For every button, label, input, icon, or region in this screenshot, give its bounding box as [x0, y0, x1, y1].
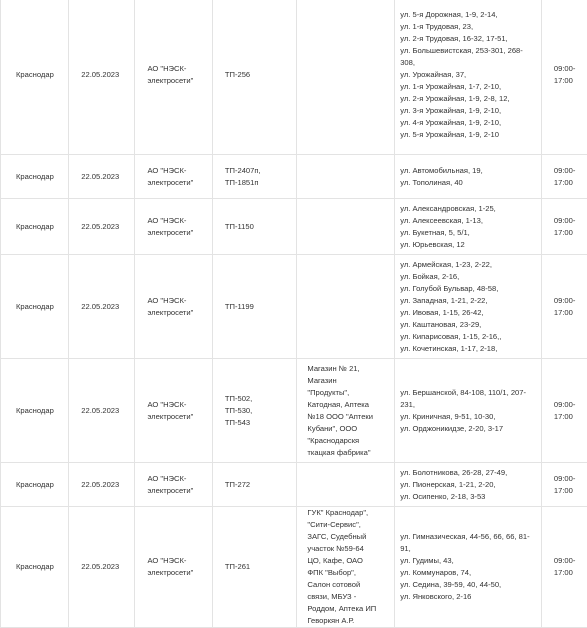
time-cell-line: 17:00: [554, 411, 587, 423]
time-cell-line: 17:00: [554, 485, 587, 497]
objects-cell: [297, 255, 395, 359]
streets-cell-line: ул. Гимназическая, 44-56, 66, 66, 81-: [400, 531, 533, 543]
time-cell-line: 09:00-: [554, 473, 587, 485]
time-cell-line: 17:00: [554, 307, 587, 319]
city-cell: [1, 155, 69, 199]
date-cell-line: 22.05.2023: [81, 561, 126, 573]
streets-cell-line: ул. Тополиная, 40: [400, 177, 533, 189]
streets-cell-line: ул. Автомобильная, 19,: [400, 165, 533, 177]
streets-cell-line: ул. Пионерская, 1-21, 2-20,: [400, 479, 533, 491]
org-cell-line: электросети": [147, 567, 203, 579]
city-cell-line: Краснодар: [16, 171, 60, 183]
org-cell-line: АО "НЭСК-: [147, 399, 203, 411]
streets-cell-line: ул. Каштановая, 23-29,: [400, 319, 533, 331]
objects-cell: [297, 507, 395, 628]
city-cell: [1, 463, 69, 507]
date-cell-line: 22.05.2023: [81, 171, 126, 183]
time-cell-line: 17:00: [554, 567, 587, 579]
city-cell-line: Краснодар: [16, 479, 60, 491]
streets-cell-line: ул. Алексеевская, 1-13,: [400, 215, 533, 227]
streets-cell: [395, 0, 542, 155]
date-cell: [69, 0, 135, 155]
substation-cell: [212, 507, 297, 628]
table-row: [1, 0, 587, 155]
substation-cell-line: ТП-256: [225, 69, 289, 81]
date-cell: [69, 155, 135, 199]
objects-cell: [297, 155, 395, 199]
streets-cell: [395, 359, 542, 463]
time-cell-line: 09:00-: [554, 63, 587, 75]
substation-cell-line: ТП-543: [225, 417, 289, 429]
date-cell-line: 22.05.2023: [81, 69, 126, 81]
city-cell-line: Краснодар: [16, 301, 60, 313]
streets-cell-line: 91,: [400, 543, 533, 555]
table-row: [1, 255, 587, 359]
objects-cell: [297, 463, 395, 507]
table-row: [1, 155, 587, 199]
city-cell: [1, 507, 69, 628]
table-row: [1, 507, 587, 628]
streets-cell-line: ул. Юрьевская, 12: [400, 239, 533, 251]
date-cell-line: 22.05.2023: [81, 301, 126, 313]
objects-cell-line: Салон сотовой: [307, 579, 386, 591]
substation-cell-line: ТП-530,: [225, 405, 289, 417]
streets-cell-line: ул. Коммунаров, 74,: [400, 567, 533, 579]
objects-cell-line: связи, МБУЗ -: [307, 591, 386, 603]
streets-cell-line: ул. 1-я Урожайная, 1-7, 2-10,: [400, 81, 533, 93]
streets-cell: [395, 255, 542, 359]
date-cell-line: 22.05.2023: [81, 479, 126, 491]
org-cell: [135, 0, 212, 155]
streets-cell-line: ул. 2-я Трудовая, 16-32, 17-51,: [400, 33, 533, 45]
org-cell-line: АО "НЭСК-: [147, 555, 203, 567]
time-cell: [541, 199, 587, 255]
streets-cell-line: ул. Голубой Бульвар, 48-58,: [400, 283, 533, 295]
org-cell-line: АО "НЭСК-: [147, 63, 203, 75]
streets-cell-line: ул. 1-я Трудовая, 23,: [400, 21, 533, 33]
streets-cell-line: ул. Янковского, 2-16: [400, 591, 533, 603]
time-cell: [541, 507, 587, 628]
city-cell-line: Краснодар: [16, 405, 60, 417]
org-cell-line: электросети": [147, 227, 203, 239]
substation-cell-line: ТП-1851п: [225, 177, 289, 189]
substation-cell-line: ТП-502,: [225, 393, 289, 405]
org-cell: [135, 463, 212, 507]
org-cell-line: электросети": [147, 485, 203, 497]
substation-cell: [212, 255, 297, 359]
org-cell: [135, 199, 212, 255]
objects-cell-line: Магазин: [307, 375, 386, 387]
objects-cell-line: Роддом, Аптека ИП: [307, 603, 386, 615]
city-cell: [1, 199, 69, 255]
city-cell-line: Краснодар: [16, 221, 60, 233]
substation-cell: [212, 199, 297, 255]
streets-cell-line: ул. Большевистская, 253-301, 268-: [400, 45, 533, 57]
org-cell: [135, 155, 212, 199]
objects-cell: [297, 199, 395, 255]
substation-cell: [212, 155, 297, 199]
time-cell-line: 09:00-: [554, 295, 587, 307]
time-cell: [541, 463, 587, 507]
streets-cell-line: ул. 3-я Урожайная, 1-9, 2-10,: [400, 105, 533, 117]
time-cell-line: 09:00-: [554, 165, 587, 177]
streets-cell-line: ул. Бойкая, 2-16,: [400, 271, 533, 283]
org-cell: [135, 255, 212, 359]
objects-cell-line: участок №59-64: [307, 543, 386, 555]
time-cell-line: 17:00: [554, 75, 587, 87]
time-cell-line: 17:00: [554, 177, 587, 189]
objects-cell-line: Магазин № 21,: [307, 363, 386, 375]
streets-cell: [395, 155, 542, 199]
date-cell: [69, 463, 135, 507]
time-cell-line: 09:00-: [554, 555, 587, 567]
city-cell: [1, 359, 69, 463]
substation-cell-line: ТП-1150: [225, 221, 289, 233]
time-cell-line: 09:00-: [554, 399, 587, 411]
streets-cell-line: ул. Армейская, 1-23, 2-22,: [400, 259, 533, 271]
objects-cell-line: "Краснодарскя: [307, 435, 386, 447]
substation-cell-line: ТП-272: [225, 479, 289, 491]
org-cell: [135, 507, 212, 628]
table-row: [1, 359, 587, 463]
streets-cell-line: ул. Урожайная, 37,: [400, 69, 533, 81]
objects-cell-line: ткацкая фабрика": [307, 447, 386, 459]
streets-cell-line: ул. Александровская, 1-25,: [400, 203, 533, 215]
streets-cell-line: ул. Криничная, 9-51, 10-30,: [400, 411, 533, 423]
substation-cell: [212, 0, 297, 155]
streets-cell-line: ул. Ивовая, 1-15, 26-42,: [400, 307, 533, 319]
time-cell: [541, 255, 587, 359]
streets-cell-line: 231,: [400, 399, 533, 411]
objects-cell: [297, 359, 395, 463]
streets-cell-line: ул. Западная, 1-21, 2-22,: [400, 295, 533, 307]
objects-cell-line: "Продукты",: [307, 387, 386, 399]
time-cell: [541, 0, 587, 155]
substation-cell-line: ТП-1199: [225, 301, 289, 313]
org-cell-line: АО "НЭСК-: [147, 165, 203, 177]
objects-cell-line: №18 ООО "Аптеки: [307, 411, 386, 423]
streets-cell-line: ул. Кипарисовая, 1-15, 2-16,,: [400, 331, 533, 343]
substation-cell-line: ТП-2407п,: [225, 165, 289, 177]
time-cell-line: 09:00-: [554, 215, 587, 227]
date-cell: [69, 255, 135, 359]
streets-cell-line: ул. Гудимы, 43,: [400, 555, 533, 567]
objects-cell-line: ГУК" Краснодар",: [307, 507, 386, 519]
org-cell-line: электросети": [147, 75, 203, 87]
date-cell: [69, 199, 135, 255]
streets-cell: [395, 507, 542, 628]
city-cell: [1, 255, 69, 359]
streets-cell-line: ул. Седина, 39-59, 40, 44-50,: [400, 579, 533, 591]
streets-cell: [395, 199, 542, 255]
streets-cell-line: ул. Орджоникидзе, 2-20, 3-17: [400, 423, 533, 435]
objects-cell-line: "Сити-Сервис",: [307, 519, 386, 531]
objects-cell: [297, 0, 395, 155]
time-cell: [541, 359, 587, 463]
table-body: [1, 0, 587, 628]
date-cell: [69, 507, 135, 628]
org-cell: [135, 359, 212, 463]
streets-cell-line: ул. 2-я Урожайная, 1-9, 2-8, 12,: [400, 93, 533, 105]
streets-cell-line: ул. 5-я Урожайная, 1-9, 2-10: [400, 129, 533, 141]
org-cell-line: электросети": [147, 411, 203, 423]
streets-cell-line: ул. Болотникова, 26-28, 27-49,: [400, 467, 533, 479]
streets-cell-line: ул. Букетная, 5, 5/1,: [400, 227, 533, 239]
table-row: [1, 463, 587, 507]
org-cell-line: АО "НЭСК-: [147, 215, 203, 227]
date-cell: [69, 359, 135, 463]
streets-cell-line: ул. Бершанской, 84-108, 110/1, 207-: [400, 387, 533, 399]
objects-cell-line: ЦО, Кафе, ОАО: [307, 555, 386, 567]
time-cell: [541, 155, 587, 199]
substation-cell: [212, 463, 297, 507]
city-cell: [1, 0, 69, 155]
streets-cell: [395, 463, 542, 507]
streets-cell-line: ул. Кочетинская, 1-17, 2-18,: [400, 343, 533, 355]
date-cell-line: 22.05.2023: [81, 405, 126, 417]
org-cell-line: АО "НЭСК-: [147, 473, 203, 485]
org-cell-line: АО "НЭСК-: [147, 295, 203, 307]
time-cell-line: 17:00: [554, 227, 587, 239]
substation-cell-line: ТП-261: [225, 561, 289, 573]
objects-cell-line: Геворкян А.Р.: [307, 615, 386, 627]
date-cell-line: 22.05.2023: [81, 221, 126, 233]
org-cell-line: электросети": [147, 307, 203, 319]
objects-cell-line: Катодная, Аптека: [307, 399, 386, 411]
city-cell-line: Краснодар: [16, 69, 60, 81]
city-cell-line: Краснодар: [16, 561, 60, 573]
streets-cell-line: ул. 5-я Дорожная, 1-9, 2-14,: [400, 9, 533, 21]
table-row: [1, 199, 587, 255]
objects-cell-line: ФПК "Выбор",: [307, 567, 386, 579]
substation-cell: [212, 359, 297, 463]
streets-cell-line: ул. 4-я Урожайная, 1-9, 2-10,: [400, 117, 533, 129]
streets-cell-line: ул. Осипенко, 2-18, 3-53: [400, 491, 533, 503]
objects-cell-line: Кубани", ООО: [307, 423, 386, 435]
streets-cell-line: 308,: [400, 57, 533, 69]
objects-cell-line: ЗАГС, Судебный: [307, 531, 386, 543]
org-cell-line: электросети": [147, 177, 203, 189]
